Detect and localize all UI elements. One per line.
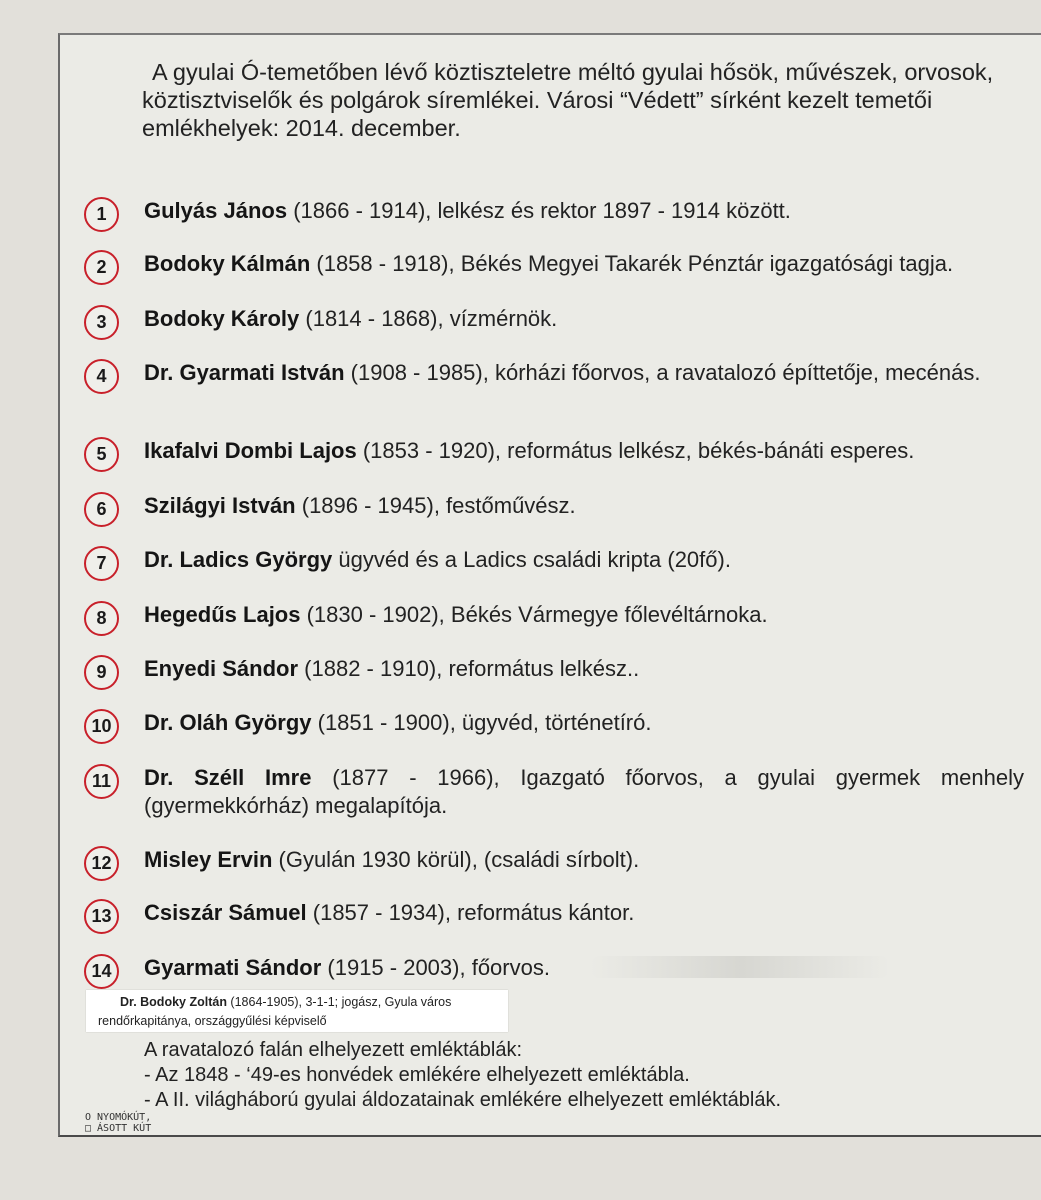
item-number-badge: 5	[84, 437, 119, 472]
item-desc: (1877 - 1966), Igazgató főorvos, a gyulai gyermek menhely (gyermekkórház) megalapítója.	[144, 765, 1025, 818]
item-number-badge: 11	[84, 764, 119, 799]
item-desc: (1853 - 1920), református lelkész, békés-bánáti esperes.	[356, 438, 915, 463]
item-name: Misley Ervin	[144, 847, 273, 872]
item-number-badge: 2	[84, 250, 119, 285]
item-name: Ikafalvi Dombi Lajos	[144, 438, 357, 463]
item-name: Gyarmati Sándor	[144, 955, 322, 980]
item-name: Bodoky Károly	[144, 306, 300, 331]
item-desc: (1814 - 1868), vízmérnök.	[299, 306, 558, 331]
item-name: Dr. Gyarmati István	[144, 360, 345, 385]
memorial-plaques	[144, 1038, 964, 1113]
item-desc: (1915 - 2003), főorvos.	[321, 955, 550, 980]
item-text	[144, 305, 1024, 333]
item-desc: ügyvéd és a Ladics családi kripta (20fő).	[332, 547, 731, 572]
item-number-badge: 6	[84, 492, 119, 527]
item-number-badge: 7	[84, 546, 119, 581]
item-text	[144, 437, 1024, 465]
item-number-badge: 4	[84, 359, 119, 394]
item-text	[144, 709, 1024, 737]
item-text	[144, 655, 1024, 683]
item-text	[144, 954, 1024, 982]
item-desc: (1882 - 1910), református lelkész..	[298, 656, 640, 681]
item-text	[144, 764, 1024, 820]
item-number-badge: 9	[84, 655, 119, 690]
item-text	[144, 492, 1024, 520]
item-name: Dr. Ladics György	[144, 547, 333, 572]
added-label	[86, 990, 508, 1032]
legend-line: O NYOMÓKÚT,	[85, 1112, 152, 1123]
item-text	[144, 197, 1024, 225]
item-text	[144, 250, 1024, 278]
item-number-badge: 10	[84, 709, 119, 744]
item-name: Dr. Széll Imre	[144, 765, 312, 790]
paint-smear	[590, 956, 890, 978]
label-name: Dr. Bodoky Zoltán	[120, 995, 227, 1009]
item-desc: (1908 - 1985), kórházi főorvos, a ravatalozó építtetője, mecénás.	[344, 360, 981, 385]
intro-text: A gyulai Ó-temetőben lévő köztiszteletre méltó gyulai hősök, művészek, orvosok, köztisztviselők és polgárok síremlékei. Városi “Védett” sírként kezelt temetői emlékhelyek: 2014. december.	[142, 59, 994, 141]
item-number-badge: 1	[84, 197, 119, 232]
item-name: Gulyás János	[144, 198, 288, 223]
item-number-badge: 13	[84, 899, 119, 934]
memorial-line: - Az 1848 - ‘49-es honvédek emlékére elhelyezett emléktábla.	[144, 1064, 690, 1086]
item-number-badge: 3	[84, 305, 119, 340]
legend-line: □ ÁSOTT KÚT	[85, 1123, 152, 1134]
item-desc: (1830 - 1902), Békés Vármegye főlevéltárnoka.	[300, 602, 768, 627]
item-text	[144, 359, 1024, 387]
item-text	[144, 546, 1024, 574]
memorial-line: - A II. világháború gyulai áldozatainak emlékére elhelyezett emléktáblák.	[144, 1089, 782, 1111]
item-text	[144, 846, 1024, 874]
item-text	[144, 601, 1024, 629]
item-desc: (1857 - 1934), református kántor.	[306, 900, 635, 925]
label-desc: (1864-1905), 3-1-1; jogász, Gyula város rendőrkapitánya, országgyűlési képviselő	[98, 995, 452, 1028]
item-name: Bodoky Kálmán	[144, 251, 311, 276]
handwritten-legend	[85, 1112, 151, 1134]
item-desc: (Gyulán 1930 körül), (családi sírbolt).	[272, 847, 640, 872]
item-name: Szilágyi István	[144, 493, 296, 518]
item-text	[144, 899, 1024, 927]
item-number-badge: 14	[84, 954, 119, 989]
item-number-badge: 12	[84, 846, 119, 881]
item-name: Enyedi Sándor	[144, 656, 299, 681]
item-name: Hegedűs Lajos	[144, 602, 301, 627]
item-desc: (1858 - 1918), Békés Megyei Takarék Pénztár igazgatósági tagja.	[310, 251, 954, 276]
item-number-badge: 8	[84, 601, 119, 636]
item-desc: (1896 - 1945), festőművész.	[295, 493, 576, 518]
memorial-heading: A ravatalozó falán elhelyezett emléktáblák:	[144, 1039, 522, 1061]
item-desc: (1851 - 1900), ügyvéd, történetíró.	[311, 710, 652, 735]
item-name: Csiszár Sámuel	[144, 900, 307, 925]
item-desc: (1866 - 1914), lelkész és rektor 1897 - 1914 között.	[287, 198, 791, 223]
item-name: Dr. Oláh György	[144, 710, 312, 735]
